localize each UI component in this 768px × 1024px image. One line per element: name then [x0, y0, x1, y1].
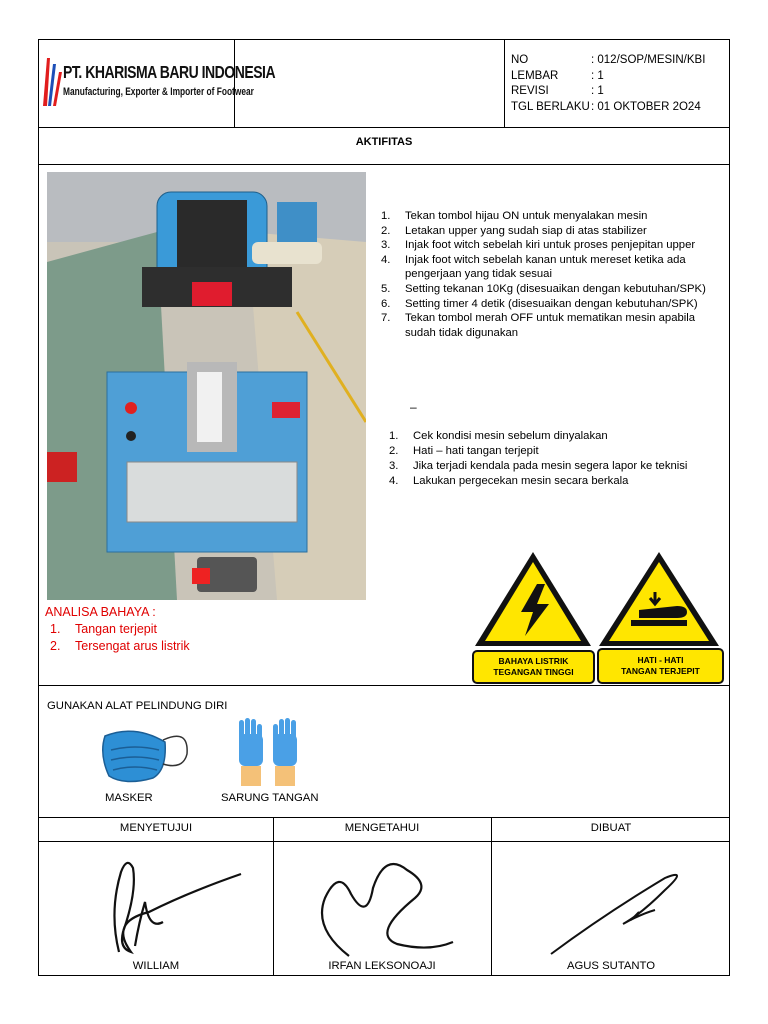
meta-key: LEMBAR: [511, 69, 559, 82]
step-number: 6.: [381, 297, 391, 310]
sop-document: [38, 39, 730, 976]
electric-warning-label: [472, 650, 595, 684]
check-text: Cek kondisi mesin sebelum dinyalakan: [413, 430, 608, 442]
separator-dash: –: [410, 400, 417, 414]
known-title: MENGETAHUI: [344, 822, 420, 834]
hazard-number: 2.: [50, 639, 61, 653]
list-item: [389, 459, 729, 474]
check-number: 4.: [389, 475, 399, 487]
step-number: 3.: [381, 239, 391, 252]
hazard-analysis: [45, 604, 190, 655]
check-text: Lakukan pergecekan mesin secara berkala: [413, 475, 629, 487]
hazard-number: 1.: [50, 622, 61, 636]
hazard-text: Tersengat arus listrik: [75, 639, 190, 653]
step-number: 2.: [381, 224, 391, 237]
step-text: Tekan tombol merah OFF untuk mematikan mesin apabila sudah tidak digunakan: [405, 312, 696, 339]
made-title: DIBUAT: [590, 822, 632, 834]
list-item: [389, 474, 729, 489]
sign-text: TANGAN TERJEPIT: [621, 666, 700, 676]
list-item: [50, 621, 190, 638]
divider: [39, 164, 729, 165]
document-meta: [511, 53, 705, 115]
hand-crush-warning-icon: [595, 548, 723, 650]
step-text: Letakan upper yang sudah siap di atas stabilizer: [405, 224, 647, 237]
list-item: [381, 253, 727, 282]
divider: [273, 817, 274, 976]
approved-title: MENYETUJUI: [119, 822, 193, 834]
list-item: [381, 311, 727, 340]
gloves-label: SARUNG TANGAN: [221, 792, 319, 804]
meta-row: [511, 53, 705, 69]
divider: [39, 685, 729, 686]
step-text: Injak foot witch sebelah kanan untuk mereset ketika ada pengerjaan yang tidak sesuai: [405, 253, 686, 281]
step-number: 4.: [381, 253, 391, 266]
meta-row: [511, 100, 705, 116]
meta-key: NO: [511, 54, 529, 66]
meta-row: [511, 84, 705, 100]
check-number: 2.: [389, 445, 399, 457]
sign-text: BAHAYA LISTRIK: [498, 656, 569, 666]
logo-mark-icon: [41, 54, 63, 110]
divider: [504, 40, 505, 127]
signature-irfan: [311, 848, 461, 960]
step-text: Setting timer 4 detik (disesuaikan dengan kebutuhan/SPK): [405, 297, 698, 310]
step-number: 1.: [381, 210, 391, 222]
electric-warning-icon: [471, 548, 595, 650]
company-name: PT. KHARISMA BARU INDONESIA: [63, 62, 276, 82]
check-number: 1.: [389, 430, 399, 442]
mask-label: MASKER: [105, 792, 153, 804]
sign-text: TEGANGAN TINGGI: [493, 667, 574, 677]
approved-name: WILLIAM: [132, 960, 180, 972]
divider: [39, 841, 729, 842]
list-item: [381, 224, 727, 239]
list-item: [381, 282, 727, 297]
section-title: AKTIFITAS: [355, 136, 413, 148]
hazard-text: Tangan terjepit: [75, 622, 158, 636]
list-item: [381, 238, 727, 253]
gloves-icon: [235, 716, 305, 788]
meta-value: : 1: [591, 69, 604, 82]
sign-text: HATI - HATI: [637, 655, 684, 665]
divider: [234, 40, 235, 127]
check-number: 3.: [389, 460, 399, 472]
known-name: IRFAN LEKSONOAJI: [328, 960, 436, 972]
company-tagline: Manufacturing, Exporter & Importer of Footwear: [63, 86, 254, 98]
divider: [39, 817, 729, 818]
signature-agus: [545, 866, 695, 958]
list-item: [381, 297, 727, 312]
check-text: Jika terjadi kendala pada mesin segera lapor ke teknisi: [413, 460, 688, 472]
ppe-title: GUNAKAN ALAT PELINDUNG DIRI: [47, 700, 228, 712]
step-text: Tekan tombol hijau ON untuk menyalakan mesin: [405, 210, 648, 222]
step-number: 5.: [381, 282, 391, 295]
meta-value: : 01 OKTOBER 2O24: [591, 100, 701, 113]
mask-icon: [95, 724, 191, 788]
hand-warning-label: [597, 648, 724, 684]
check-text: Hati – hati tangan terjepit: [413, 445, 539, 457]
list-item: [389, 429, 729, 444]
list-item: [389, 444, 729, 459]
machine-photo: [47, 172, 366, 600]
list-item: [50, 638, 190, 655]
meta-row: [511, 69, 705, 85]
safety-checks: [389, 429, 729, 489]
meta-key: REVISI: [511, 85, 549, 97]
activity-steps: [381, 209, 727, 340]
company-logo: [41, 52, 276, 114]
step-number: 7.: [381, 312, 391, 325]
made-name: AGUS SUTANTO: [566, 960, 656, 972]
hazard-title: ANALISA BAHAYA :: [45, 605, 156, 619]
signature-william: [79, 852, 249, 960]
divider: [39, 127, 729, 128]
meta-value: : 1: [591, 85, 604, 97]
divider: [491, 817, 492, 976]
step-text: Setting tekanan 10Kg (disesuaikan dengan kebutuhan/SPK): [405, 282, 706, 295]
meta-key: TGL BERLAKU: [511, 100, 590, 113]
step-text: Injak foot witch sebelah kiri untuk proses penjepitan upper: [405, 239, 696, 252]
meta-value: : 012/SOP/MESIN/KBI: [591, 54, 706, 66]
list-item: [381, 209, 727, 224]
